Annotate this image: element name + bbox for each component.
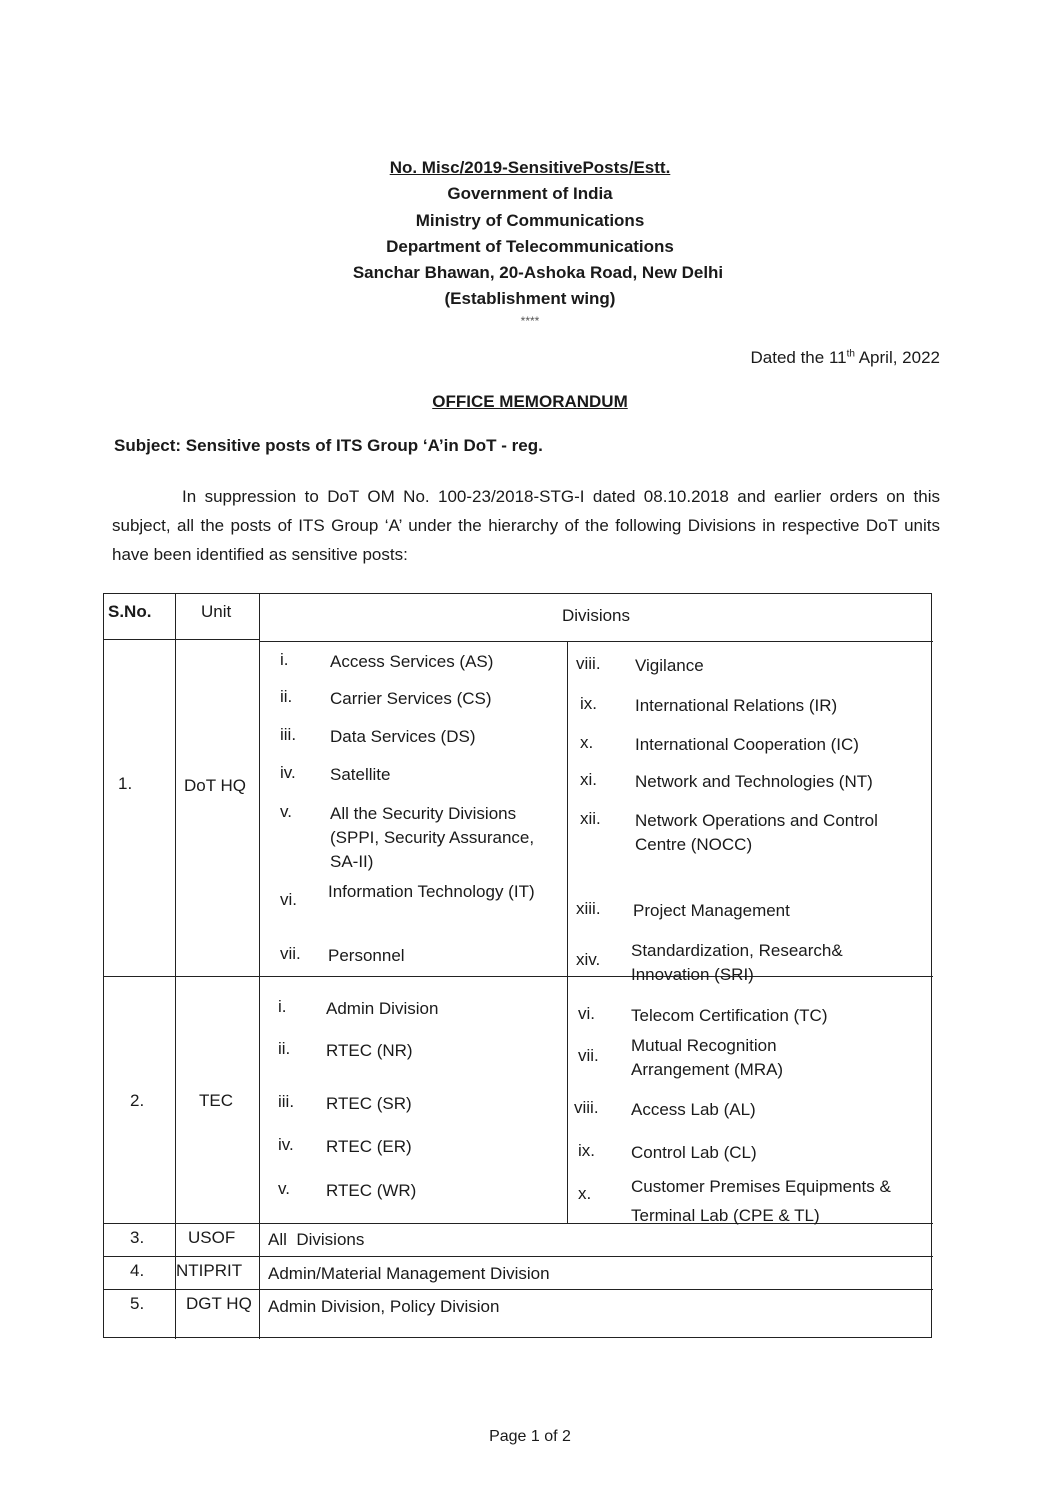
separator-stars: **** (520, 314, 540, 328)
item-number: vi. (578, 1004, 595, 1023)
memo-title: OFFICE MEMORANDUM (432, 392, 628, 411)
division-item: Mutual Recognition Arrangement (MRA) (631, 1036, 784, 1079)
division-item: Admin Division (326, 999, 439, 1018)
division-item: RTEC (ER) (326, 1137, 412, 1156)
division-item: Satellite (330, 765, 391, 784)
date-sup: th (846, 348, 855, 360)
header-line: Government of India (447, 184, 613, 203)
page-number: Page 1 of 2 (489, 1428, 571, 1445)
item-number: vii. (578, 1046, 599, 1065)
item-number: ix. (580, 694, 597, 713)
header-line: Ministry of Communications (415, 211, 645, 230)
division-item: Information Technology (IT) (328, 882, 535, 901)
row-unit: DoT HQ (184, 776, 247, 795)
item-number: ii. (280, 687, 293, 706)
item-number: x. (578, 1184, 592, 1203)
row-unit: DGT HQ (186, 1294, 252, 1313)
item-number: iv. (280, 763, 296, 782)
item-number: x. (580, 733, 594, 752)
row-sno: 3. (130, 1228, 145, 1247)
division-item: Access Lab (AL) (631, 1100, 756, 1119)
division-item: Project Management (633, 901, 790, 920)
division-item: Data Services (DS) (330, 727, 476, 746)
item-number: i. (280, 650, 289, 669)
header-unit: Unit (201, 602, 232, 621)
item-number: xiv. (576, 950, 601, 969)
row-unit: TEC (199, 1091, 233, 1110)
item-number: v. (278, 1179, 290, 1198)
row-divisions: All Divisions (268, 1230, 365, 1249)
body-paragraph: In suppression to DoT OM No. 100-23/2018-STG-I dated 08.10.2018 and earlier orders on this subject, all the posts of ITS Group ‘A’ under the hierarchy of the following Divisions in respective DoT units have been identified as sensitive posts: (112, 487, 940, 564)
division-item: Standardization, Research& Innovation (SRI) (631, 941, 843, 984)
division-item: Access Services (AS) (330, 652, 494, 671)
divisions-table (103, 593, 932, 1338)
division-item: International Relations (IR) (635, 696, 838, 715)
division-item: Carrier Services (CS) (330, 689, 492, 708)
header-line: Department of Telecommunications (386, 237, 674, 256)
subject: Subject: Sensitive posts of ITS Group ‘A’in DoT - reg. (114, 436, 543, 455)
row-sno: 4. (130, 1261, 145, 1280)
header-sno: S.No. (108, 602, 152, 621)
division-item: RTEC (WR) (326, 1181, 417, 1200)
division-item: Customer Premises Equipments & Terminal Lab (CPE & TL) (631, 1177, 891, 1225)
division-item: International Cooperation (IC) (635, 735, 859, 754)
item-number: viii. (574, 1098, 599, 1117)
row-unit: USOF (188, 1228, 236, 1247)
header-line: (Establishment wing) (444, 289, 616, 308)
row-unit: NTIPRIT (176, 1261, 243, 1280)
item-number: vi. (280, 890, 297, 909)
item-number: viii. (576, 654, 601, 673)
item-number: iii. (280, 725, 297, 744)
row-sno: 2. (130, 1091, 145, 1110)
row-sno: 5. (130, 1294, 145, 1313)
item-number: xiii. (576, 899, 601, 918)
division-item: RTEC (NR) (326, 1041, 413, 1060)
row-divisions: Admin/Material Management Division (268, 1264, 550, 1283)
division-item: Network and Technologies (NT) (635, 772, 873, 791)
date-prefix: Dated the 11 (750, 348, 847, 367)
item-number: ii. (278, 1039, 291, 1058)
header-line: Sanchar Bhawan, 20-Ashoka Road, New Delhi (352, 263, 724, 282)
division-item: Vigilance (635, 656, 704, 675)
division-item: Personnel (328, 946, 405, 965)
item-number: iv. (278, 1135, 294, 1154)
reference-number: No. Misc/2019-SensitivePosts/Estt. (389, 158, 671, 177)
item-number: v. (280, 802, 292, 821)
header-divisions: Divisions (561, 606, 631, 625)
item-number: i. (278, 997, 287, 1016)
item-number: xi. (580, 770, 597, 789)
date-suffix: April, 2022 (854, 348, 940, 367)
division-item: All the Security Divisions (SPPI, Security Assurance, SA-II) (330, 804, 535, 871)
row-divisions: Admin Division, Policy Division (268, 1297, 500, 1316)
item-number: vii. (280, 944, 301, 963)
item-number: ix. (578, 1141, 595, 1160)
item-number: xii. (580, 809, 601, 828)
date (751, 348, 941, 368)
division-item: RTEC (SR) (326, 1094, 412, 1113)
division-item: Control Lab (CL) (631, 1143, 757, 1162)
row-sno: 1. (118, 774, 133, 793)
division-item: Network Operations and Control Centre (NOCC) (635, 811, 878, 854)
division-item: Telecom Certification (TC) (631, 1006, 828, 1025)
item-number: iii. (278, 1092, 295, 1111)
